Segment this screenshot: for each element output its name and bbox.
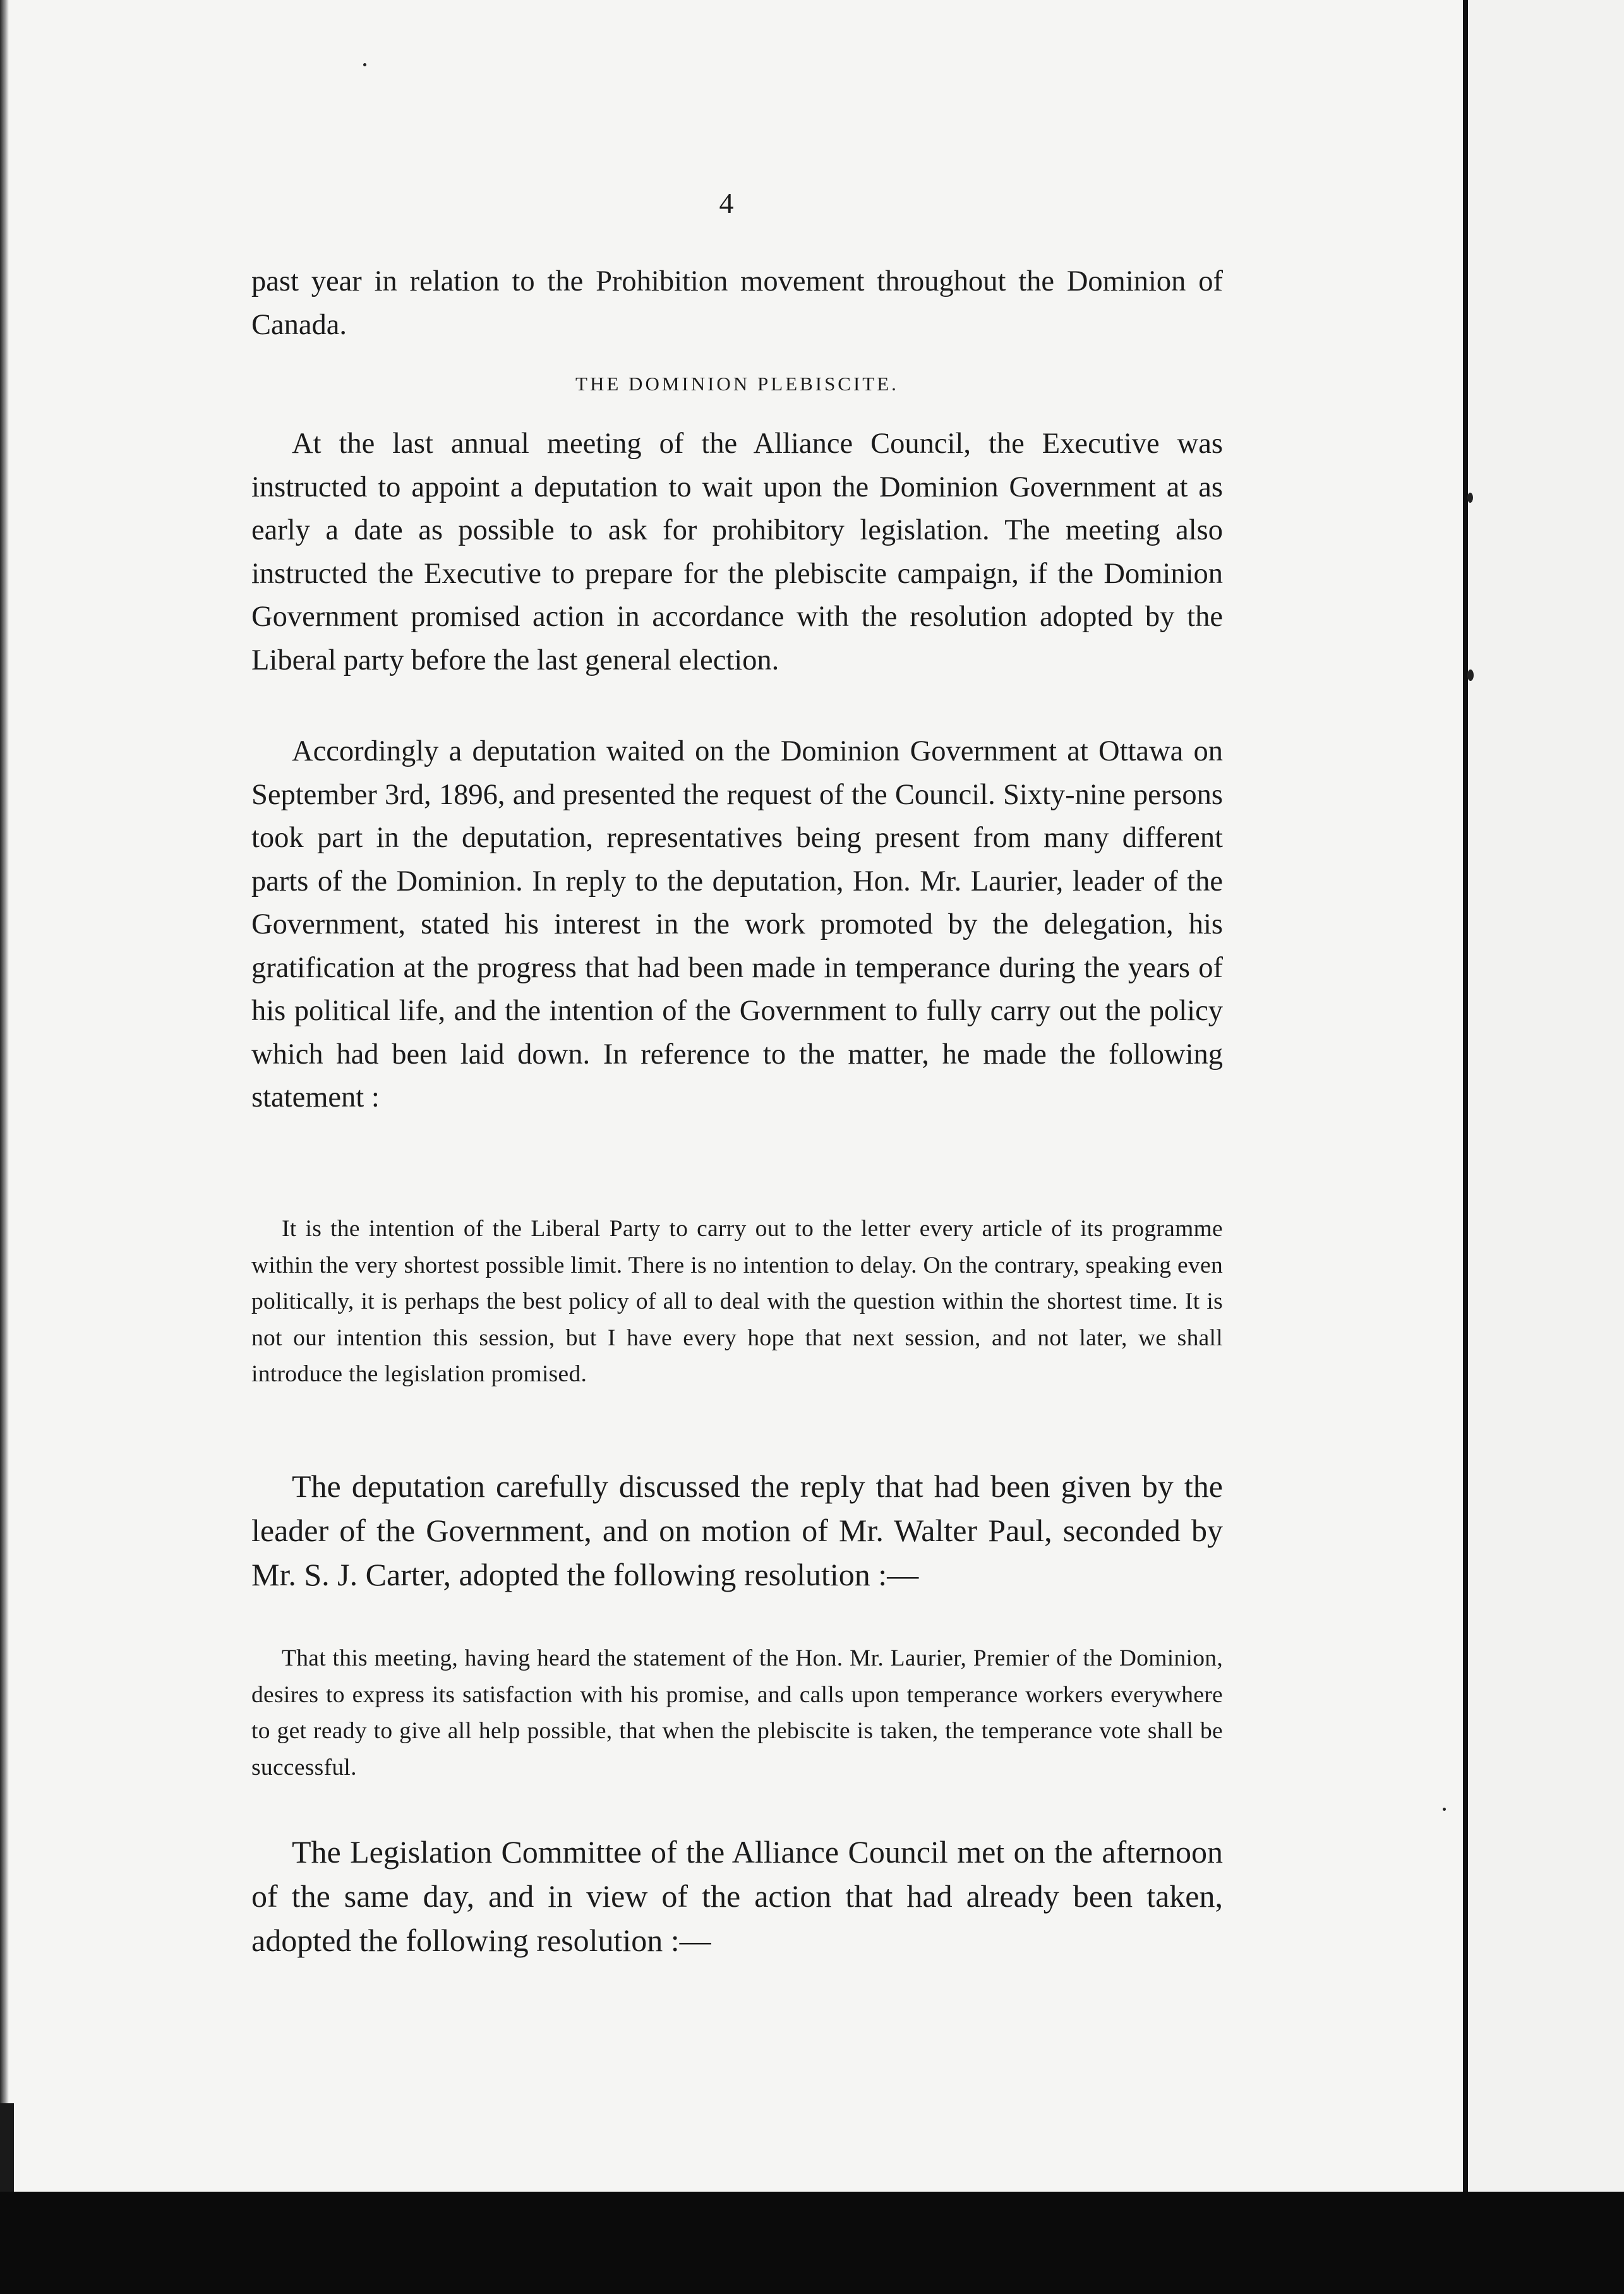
opening-paragraph [251, 260, 1223, 347]
paragraph-3: The deputation carefully discussed the reply that had been given by the leader of the Government, and on motion of Mr. Walter Paul, seconded by Mr. S. J. Carter, adopted the following resolution :— [251, 1468, 1223, 1592]
resolution-quote: That this meeting, having heard the statement of the Hon. Mr. Laurier, Premier of the Dominion, desires to express its satisfaction with his promise, and calls upon temperance workers everywhere to get ready to give all help possible, that when the plebiscite is taken, the temperance vote shall be successful. [251, 1645, 1223, 1781]
paragraph-3-block [251, 1464, 1223, 1597]
opening-text: past year in relation to the Prohibition movement throughout the Dominion of Canada. [251, 265, 1223, 341]
page-gutter-line [1463, 0, 1468, 2192]
laurier-statement-quote: It is the intention of the Liberal Party to carry out to the letter every article of its programme within the very shortest possible limit. There is no intention to delay. On the contrary, speaking even politically, it is perhaps the best policy of all to deal with the question within the shortest time. It is not our intention this session, but I have every hope that next session, and not later, we shall introduce the legislation promised. [251, 1216, 1223, 1387]
page-number: 4 [719, 187, 734, 219]
paragraph-2-block [251, 730, 1223, 1120]
dust-speck [363, 63, 366, 66]
quote-2-block [251, 1640, 1223, 1786]
scanner-bottom-band [0, 2192, 1624, 2294]
paragraph-4: The Legislation Committee of the Alliance Council met on the afternoon of the same day, and in view of the action that had already been taken, adopted the following resolution :— [251, 1834, 1223, 1958]
paragraph-1: At the last annual meeting of the Alliance Council, the Executive was instructed to appoint a deputation to wait upon the Dominion Government at as early a date as possible to ask for prohibitory legislation. The meeting also instructed the Executive to prepare for the plebiscite campaign, if the Dominion Government promised action in accordance with the resolution adopted by the Liberal party before the last general election. [251, 428, 1223, 676]
dust-speck [1467, 493, 1473, 503]
left-edge-shadow [0, 2103, 14, 2192]
paragraph-1-block [251, 423, 1223, 682]
section-heading: THE DOMINION PLEBISCITE. [575, 373, 899, 395]
quote-1-block [251, 1211, 1223, 1393]
adjacent-page-strip [1468, 0, 1624, 2192]
left-page-edge [0, 0, 9, 2294]
dust-speck [1467, 670, 1474, 681]
paragraph-4-block [251, 1830, 1223, 1962]
dust-speck [1443, 1808, 1446, 1811]
paragraph-2: Accordingly a deputation waited on the Dominion Government at Ottawa on September 3rd, 1896, and presented the request of the Council. Sixty-nine persons took part in the deputation, representatives being present from many different parts of the Dominion. In reply to the deputation, Hon. Mr. Laurier, leader of the Government, stated his interest in the work promoted by the delegation, his gratification at the progress that had been made in temperance during the years of his political life, and the intention of the Government to fully carry out the policy which had been laid down. In reference to the matter, he made the following statement : [251, 735, 1223, 1114]
